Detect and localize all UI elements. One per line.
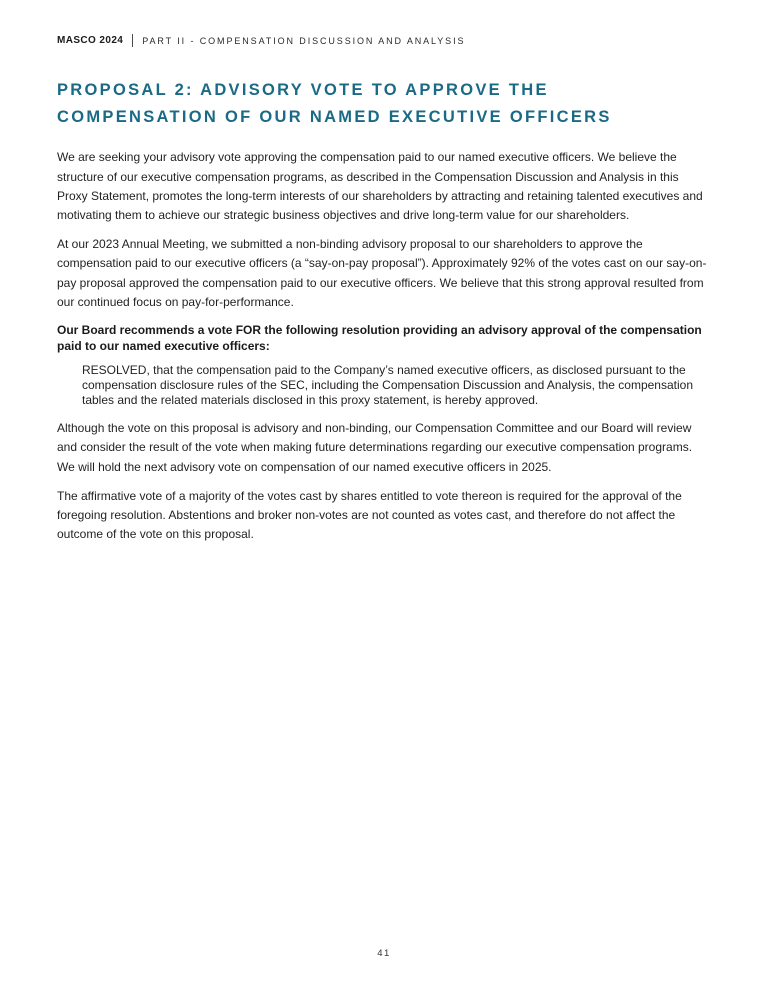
- page-title: PROPOSAL 2: ADVISORY VOTE TO APPROVE THE COMPENSATION OF OUR NAMED EXECUTIVE OFFICERS: [57, 81, 612, 126]
- paragraph-2023-annual-meeting: At our 2023 Annual Meeting, we submitted a non-binding advisory proposal to our shareholders to approve the compensation paid to our executive officers (a “say-on-pay proposal”). Approximately 92% of the votes cast on our say-on-pay proposal approved the compensation paid to our executive officers. We believe that this strong approval resulted from our continued focus on pay-for-performance.: [57, 237, 707, 309]
- page-footer: [0, 943, 768, 961]
- page-header: [57, 34, 711, 47]
- header-divider: [132, 34, 133, 47]
- paragraph-board-recommendation: Our Board recommends a vote FOR the following resolution providing an advisory approval of the compensation paid to our named executive officers:: [57, 322, 702, 354]
- header-section-title: PART II - COMPENSATION DISCUSSION AND ANALYSIS: [142, 35, 466, 46]
- paragraph-advisory-nonbinding: Although the vote on this proposal is advisory and non-binding, our Compensation Committee and our Board will review and consider the result of the vote when making future determinations regarding our executive compensation programs. We will hold the next advisory vote on compensation of our named executive officers in 2025.: [57, 421, 693, 474]
- paragraph-resolution: RESOLVED, that the compensation paid to the Company’s named executive officers, as disclosed pursuant to the compensation disclosure rules of the SEC, including the Compensation Discussion and Analysis, the compensation tables and the related materials disclosed in this proxy statement, is hereby approved.: [82, 363, 694, 407]
- page-number: 41: [377, 948, 391, 959]
- brand-text: MASCO 2024: [57, 35, 124, 46]
- paragraph-seeking-vote: We are seeking your advisory vote approving the compensation paid to our named executive officers. We believe the structure of our executive compensation programs, as described in the Compensation Discussion and Analysis in this Proxy Statement, promotes the long-term interests of our shareholders by attracting and retaining talented executives and motivating them to achieve our strategic business objectives and drive long-term value for our shareholders.: [57, 150, 703, 222]
- paragraph-affirmative-vote: The affirmative vote of a majority of the votes cast by shares entitled to vote thereon is required for the approval of the foregoing resolution. Abstentions and broker non-votes are not counted as votes cast, and therefore do not affect the outcome of the vote on this proposal.: [57, 488, 682, 542]
